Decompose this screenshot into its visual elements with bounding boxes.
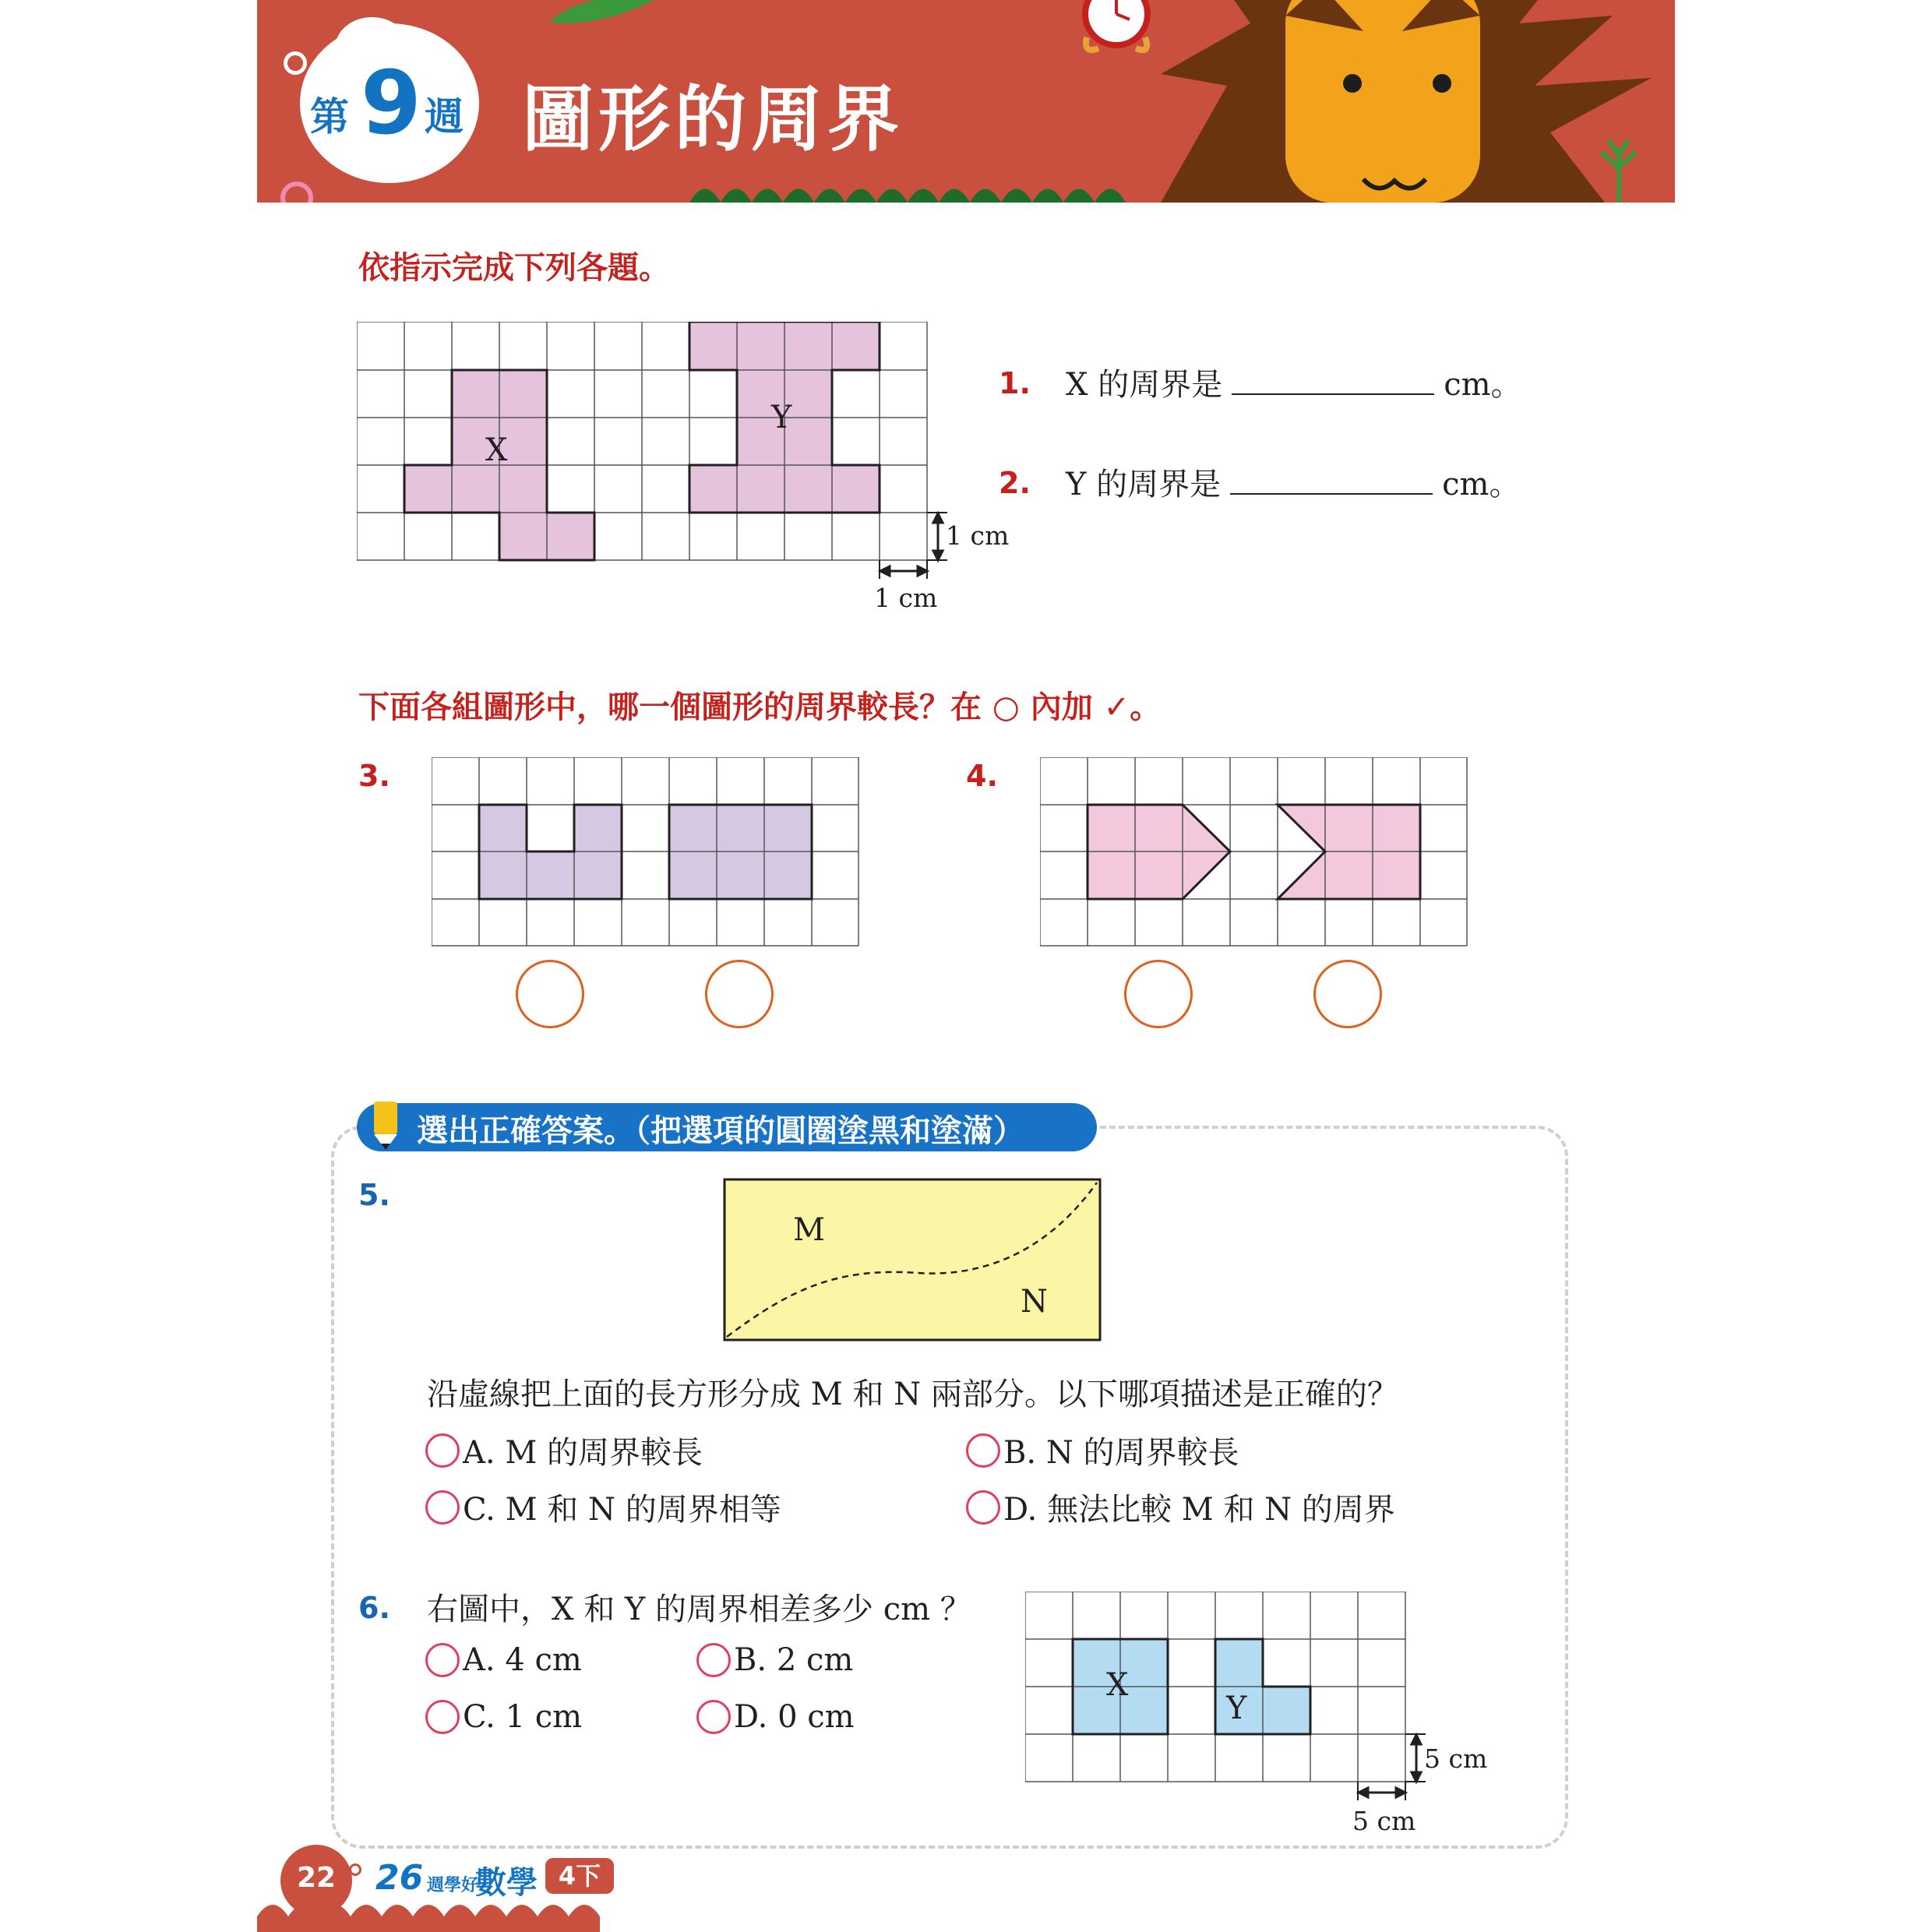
q6-grid-figure <box>1025 1592 1493 1841</box>
grid-lines <box>1040 757 1467 946</box>
q2-answer-blank[interactable] <box>1230 470 1433 495</box>
q6-option-d[interactable] <box>696 1699 855 1735</box>
q1-row <box>1066 360 1522 404</box>
radio-circle[interactable] <box>425 1700 460 1734</box>
option-label: B. N 的周界較長 <box>1003 1435 1239 1471</box>
grade-badge: 4下 <box>545 1858 614 1894</box>
unit-label-vertical: 1 cm <box>946 520 1010 551</box>
q1-unit: cm。 <box>1444 367 1522 403</box>
q6-number: 6. <box>358 1591 390 1625</box>
q1-number: 1. <box>999 366 1031 400</box>
q5-number: 5. <box>358 1178 390 1212</box>
unit-label-horizontal: 1 cm <box>874 583 938 613</box>
q3-answer-circle-left[interactable] <box>516 960 584 1028</box>
week-prefix: 第 <box>310 94 349 139</box>
q5-label-n: N <box>1021 1284 1048 1320</box>
shape-x-label: X <box>485 432 508 468</box>
q6-shape-y-label: Y <box>1226 1690 1247 1726</box>
q6-unit-label-horizontal: 5 cm <box>1352 1806 1416 1836</box>
page-number: 22 <box>296 1862 337 1894</box>
decor-ring-footer <box>349 1863 361 1876</box>
section1-grid-figure <box>357 322 1011 618</box>
q5-option-c[interactable] <box>425 1485 781 1529</box>
q2-text: Y 的周界是 <box>1066 467 1222 502</box>
series-number-logo: 26 <box>375 1858 424 1898</box>
unit-arrows <box>880 513 947 579</box>
radio-circle[interactable] <box>696 1700 731 1734</box>
plant-icon <box>1601 140 1636 203</box>
q4-answer-circle-right[interactable] <box>1313 960 1382 1028</box>
leaf-icon <box>549 0 654 23</box>
q5-option-a[interactable] <box>425 1428 703 1472</box>
q5-label-m: M <box>793 1212 825 1248</box>
radio-circle[interactable] <box>966 1433 1000 1468</box>
q2-row <box>1066 460 1520 504</box>
radio-circle[interactable] <box>425 1490 460 1525</box>
q6-unit-label-vertical: 5 cm <box>1424 1743 1488 1774</box>
option-label: B. 2 cm <box>734 1642 854 1678</box>
q1-answer-blank[interactable] <box>1232 370 1434 395</box>
series-title: 數學 <box>475 1865 538 1901</box>
option-label: A. 4 cm <box>463 1642 582 1678</box>
q4-number: 4. <box>966 759 998 793</box>
lion-face <box>1285 0 1480 203</box>
q4-grid-figure <box>1040 757 1468 948</box>
q6-question: 右圖中，X 和 Y 的周界相差多少 cm ？ <box>427 1592 971 1627</box>
unit-arrows <box>1358 1734 1426 1800</box>
q3-number: 3. <box>358 759 390 793</box>
section2-instruction: 下面各組圖形中，哪一個圖形的周界較長？在 ○ 內加 ✓。 <box>358 689 1162 725</box>
q2-number: 2. <box>999 466 1031 500</box>
q6-shape-x-label: X <box>1106 1667 1129 1703</box>
chapter-title: 圖形的周界 <box>522 78 904 161</box>
radio-circle[interactable] <box>696 1643 731 1677</box>
q1-text: X 的周界是 <box>1066 367 1223 403</box>
pencil-icon <box>366 1098 405 1155</box>
section3-banner-text: 選出正確答案。（把選項的圓圈塗黑和塗滿） <box>417 1113 1024 1149</box>
radio-circle[interactable] <box>966 1490 1000 1525</box>
option-label: D. 0 cm <box>734 1699 855 1735</box>
shape-y-label: Y <box>771 400 792 435</box>
q4-answer-circle-left[interactable] <box>1124 960 1193 1028</box>
q5-option-d[interactable] <box>966 1485 1395 1529</box>
option-label: C. M 和 N 的周界相等 <box>463 1492 781 1528</box>
option-label: C. 1 cm <box>463 1699 583 1735</box>
radio-circle[interactable] <box>425 1643 460 1677</box>
decor-ring <box>284 51 307 75</box>
grid-lines <box>432 757 858 946</box>
q6-option-b[interactable] <box>696 1642 853 1678</box>
radio-circle[interactable] <box>425 1433 460 1468</box>
q6-option-c[interactable] <box>425 1699 582 1735</box>
option-label: D. 無法比較 M 和 N 的周界 <box>1003 1492 1395 1528</box>
option-label: A. M 的周界較長 <box>463 1435 703 1471</box>
q3-grid-figure <box>432 757 860 948</box>
grass-decoration <box>689 189 1126 203</box>
week-suffix: 週 <box>425 94 464 139</box>
q6-option-a[interactable] <box>425 1642 582 1678</box>
q2-unit: cm。 <box>1442 467 1521 502</box>
section1-instruction: 依指示完成下列各題。 <box>358 250 670 286</box>
q5-question: 沿虛線把上面的長方形分成 M 和 N 兩部分。以下哪項描述是正確的？ <box>427 1377 1398 1412</box>
series-subtitle: 週學好 <box>427 1876 479 1895</box>
week-number: 9 <box>361 53 421 154</box>
q3-answer-circle-right[interactable] <box>705 960 774 1028</box>
q5-option-b[interactable] <box>966 1428 1239 1472</box>
